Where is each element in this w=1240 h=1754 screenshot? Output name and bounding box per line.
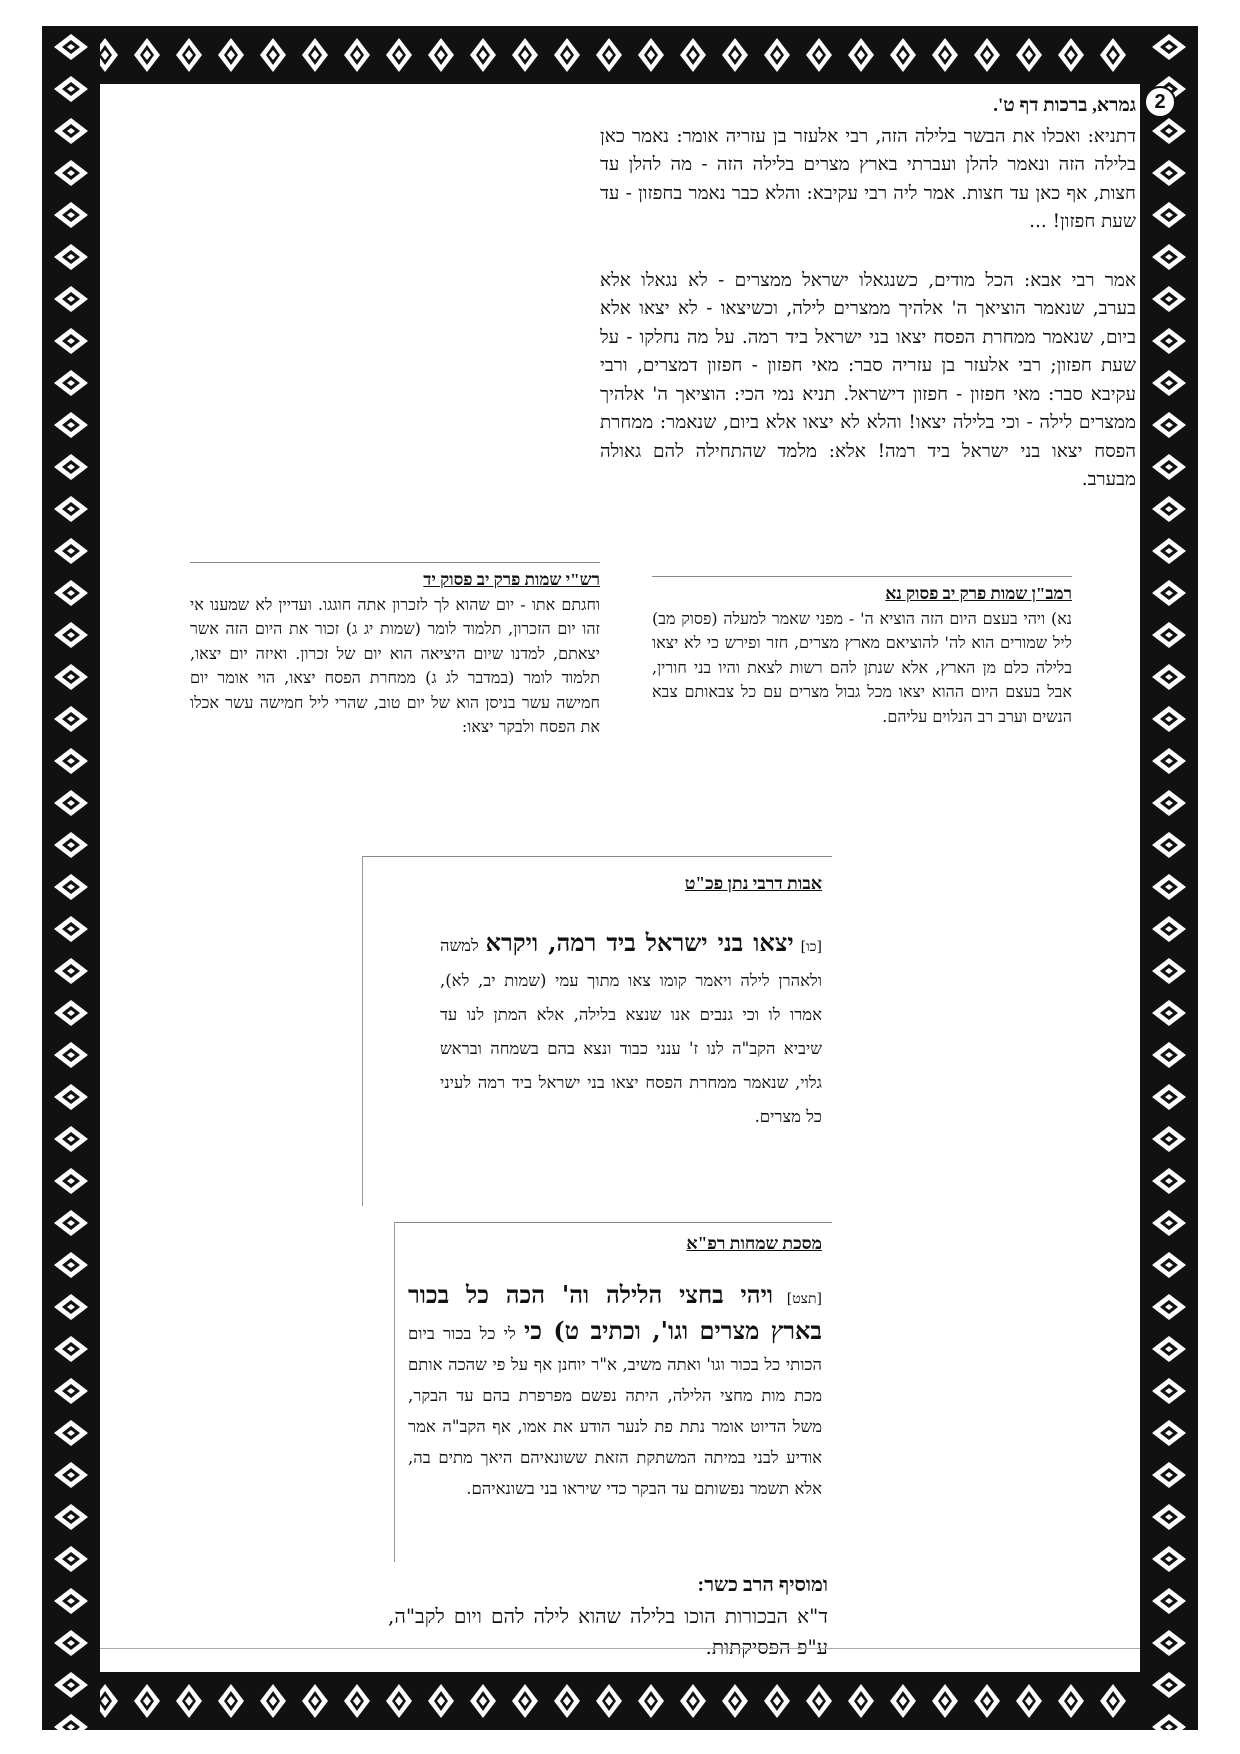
frame-right <box>1140 26 1198 1730</box>
divider-line <box>362 856 832 857</box>
frame-top <box>42 26 1198 84</box>
divider-line <box>652 576 1072 577</box>
semachot-text <box>408 1279 822 1504</box>
gemara-title: גמרא, ברכות דף ט'. <box>993 95 1136 116</box>
frame-left <box>42 26 100 1730</box>
clipping-edge <box>394 1222 395 1562</box>
ramban-section <box>652 582 1072 729</box>
bottom-divider-line <box>100 1648 1140 1649</box>
ramban-text: נא) ויהי בעצם היום הזה הוציא ה' - מפני שאמר למעלה (פסוק מב) ליל שמורים הוא לה' להוציאם מארץ מצרים, חזר ופירש כי לא יצאו בלילה כלם מן הארץ, אלא שנתן להם רשות לצאת והיו בני חורין, אבל בעצם היום ההוא יצאו מכל גבול מצרים עם כל צבאותם צבא הנשים וערב רב הנלוים עליהם. <box>652 608 1072 726</box>
page-number: 2 <box>1144 86 1176 118</box>
rashi-title: רש"י שמות פרק יב פסוק יד <box>423 570 600 589</box>
semachot-lead: ויהי בחצי הלילה וה' הכה כל בכור בארץ מצרים וגו', וכתיב ט) כי <box>408 1280 822 1345</box>
divider-line <box>190 562 600 563</box>
frame-bottom <box>42 1672 1198 1730</box>
semachot-tag: [תצט] <box>786 1291 822 1307</box>
semachot-title: מסכת שמחות רפ"א <box>686 1233 822 1253</box>
avot-body: למשה ולאהרן לילה ויאמר קומו צאו מתוך עמי (שמות יב, לא), אמרו לו וכי גנבים אנו שנצא בלילה, אלא המתן לנו עד שיביא הקב"ה לנו ז' ענני כבוד ונצא בהם בשמחה ובראש גלוי, שנאמר ממחרת הפסח יצאו בני ישראל ביד רמה לעיני כל מצרים. <box>440 936 822 1126</box>
avot-text <box>440 926 822 1134</box>
diamond-border-top-icon <box>42 26 1198 84</box>
avot-title: אבות דרבי נתן פכ"ט <box>684 873 822 893</box>
semachot-section <box>408 1228 822 1504</box>
rashi-text: וחגתם אתו - יום שהוא לך לזכרון אתה חוגגו. ועדיין לא שמענו אי זהו יום הזכרון, תלמוד לומר (שמות יג ג) זכור את היום הזה אשר יצאתם, למדנו שיום היציאה הוא יום של זכרון. ואיזה יום יצאו, תלמוד לומר (במדבר לג ג) ממחרת הפסח יצאו, הוי אומר יום חמישה עשר בניסן הוא של יום טוב, שהרי ליל חמישה עשר אכלו את הפסח ולבקר יצאו: <box>190 594 600 736</box>
rashi-section <box>190 568 600 740</box>
diamond-border-bottom-icon <box>42 1672 1198 1730</box>
diamond-border-right-icon <box>1140 26 1198 1730</box>
addendum-title: ומוסיף הרב כשר: <box>697 1574 828 1596</box>
ramban-title: רמב"ן שמות פרק יב פסוק נא <box>885 584 1072 603</box>
addendum-section <box>388 1570 828 1663</box>
gemara-section <box>600 92 1136 495</box>
avot-tag: [כו] <box>800 939 822 955</box>
gemara-paragraph-1: דתניא: ואכלו את הבשר בלילה הזה, רבי אלעזר בן עזריה אומר: נאמר כאן בלילה הזה ונאמר להלן ועברתי בארץ מצרים בלילה הזה - מה להלן עד חצות, אף כאן עד חצות. אמר ליה רבי עקיבא: והלא כבר נאמר בחפזון - עד שעת חפזון! ... <box>600 125 1136 232</box>
diamond-border-left-icon <box>42 26 100 1730</box>
semachot-body: לי כל בכור ביום הכותי כל בכור וגו' ואתה משיב, א"ר יוחנן אף על פי שהכה אותם מכת מות מחצי הלילה, היתה נפשם מפרפרת בהם עד הבקר, משל הדיוט אומר נתת פת לנער הודע את אמו, אף הקב"ה אמר אודיע לבני במיתה המשתקת הזאת ששונאיהם היאך מתים בה, אלא תשמר נפשותם עד הבקר כדי שיראו בני בשונאיהם. <box>408 1324 822 1498</box>
avot-section <box>440 866 822 1134</box>
avot-lead: יצאו בני ישראל ביד רמה, ויקרא <box>485 928 794 957</box>
clipping-edge <box>362 856 363 1206</box>
gemara-paragraph-2: אמר רבי אבא: הכל מודים, כשנגאלו ישראל ממצרים - לא נגאלו אלא בערב, שנאמר הוציאך ה' אלהיך ממצרים לילה, וכשיצאו - לא יצאו אלא ביום, שנאמר ממחרת הפסח יצאו בני ישראל ביד רמה. על מה נחלקו - על שעת חפזון; רבי אלעזר בן עזריה סבר: מאי חפזון - חפזון דמצרים, ורבי עקיבא סבר: מאי חפזון - חפזון דישראל. תניא נמי הכי: הוציאך ה' אלהיך ממצרים לילה - וכי בלילה יצאו! והלא לא יצאו אלא ביום, שנאמר: ממחרת הפסח יצאו בני ישראל ביד רמה! אלא: מלמד שהתחילה להם גאולה מבערב. <box>600 269 1136 490</box>
divider-line <box>394 1222 832 1223</box>
addendum-text: ד"א הבכורות הוכו בלילה שהוא לילה להם ויום לקב"ה, ע"פ הפסיקתות. <box>388 1604 828 1659</box>
